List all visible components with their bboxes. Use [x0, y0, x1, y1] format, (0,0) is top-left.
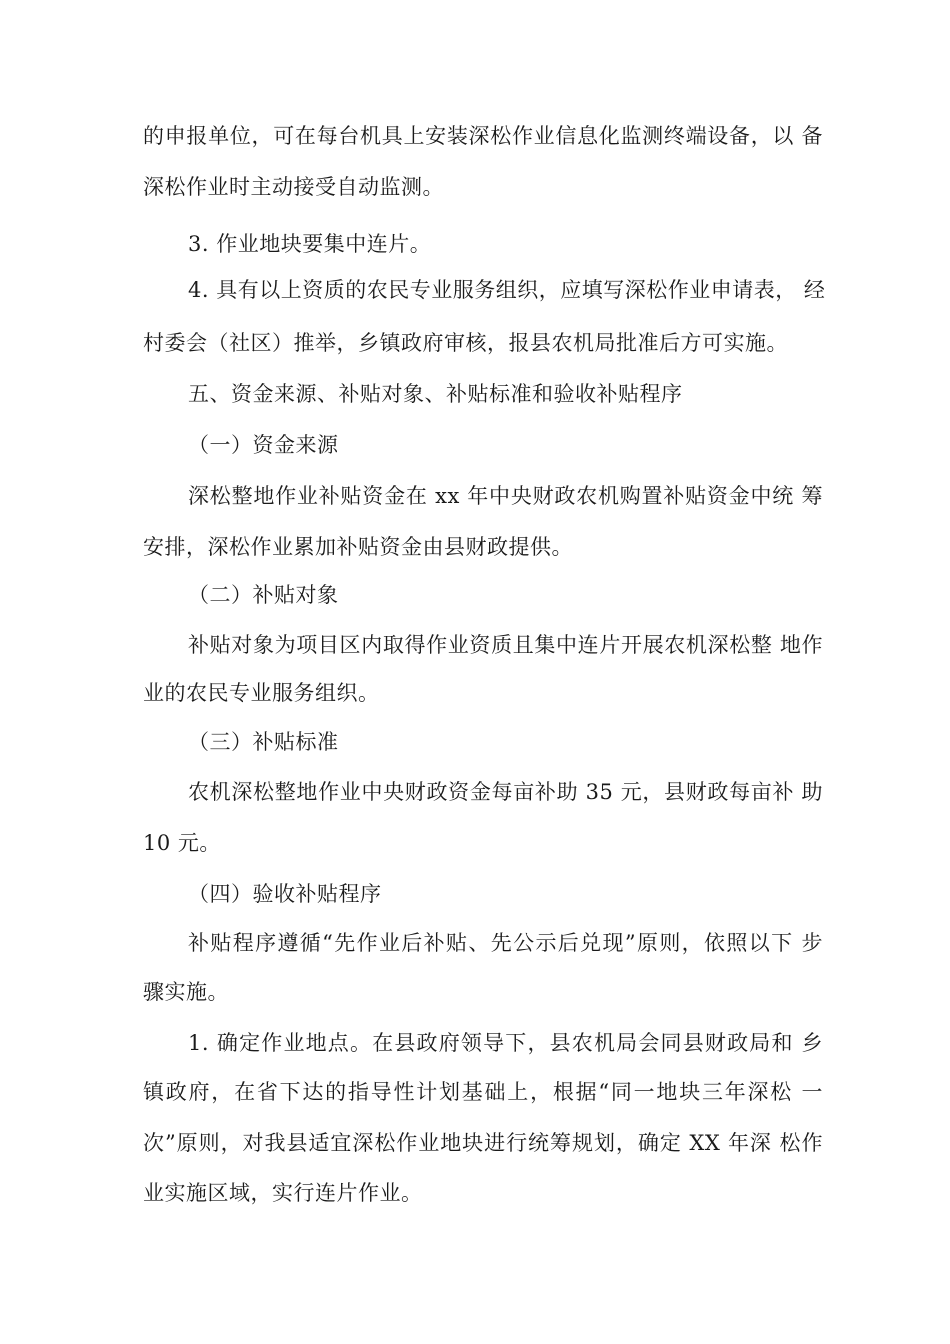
paragraph-line: 深松整地作业补贴资金在 xx 年中央财政农机购置补贴资金中统 筹 — [188, 484, 823, 508]
list-item: 1. 确定作业地点。在县政府领导下，县农机局会同县财政局和 乡 — [188, 1031, 823, 1055]
text-line: 村委会（社区）推举，乡镇政府审核，报县农机局批准后方可实施。 — [143, 331, 788, 355]
paragraph-line: 业的农民专业服务组织。 — [143, 681, 380, 705]
subsection-heading: （四）验收补贴程序 — [188, 882, 382, 906]
paragraph-line: 补贴程序遵循“先作业后补贴、先公示后兑现”原则，依照以下 步 — [188, 931, 823, 955]
text-line: 业实施区域，实行连片作业。 — [143, 1181, 423, 1205]
paragraph-line: 10 元。 — [143, 831, 221, 855]
subsection-heading: （一）资金来源 — [188, 433, 339, 457]
paragraph-line: 安排，深松作业累加补贴资金由县财政提供。 — [143, 535, 573, 559]
section-heading: 五、资金来源、补贴对象、补贴标准和验收补贴程序 — [188, 382, 683, 406]
text-line: 深松作业时主动接受自动监测。 — [143, 175, 444, 199]
paragraph-line: 补贴对象为项目区内取得作业资质且集中连片开展农机深松整 地作 — [188, 633, 823, 657]
subsection-heading: （二）补贴对象 — [188, 583, 339, 607]
text-line: 次”原则，对我县适宜深松作业地块进行统筹规划，确定 XX 年深 松作 — [143, 1131, 823, 1155]
list-item: 4. 具有以上资质的农民专业服务组织，应填写深松作业申请表， 经 — [188, 278, 826, 302]
paragraph-line: 骤实施。 — [143, 980, 229, 1004]
text-line: 镇政府，在省下达的指导性计划基础上，根据“同一地块三年深松 一 — [143, 1080, 823, 1104]
paragraph-line: 农机深松整地作业中央财政资金每亩补助 35 元，县财政每亩补 助 — [188, 780, 823, 804]
list-item: 3. 作业地块要集中连片。 — [188, 232, 432, 256]
subsection-heading: （三）补贴标准 — [188, 730, 339, 754]
text-line: 的申报单位，可在每台机具上安装深松作业信息化监测终端设备，以 备 — [143, 124, 823, 148]
